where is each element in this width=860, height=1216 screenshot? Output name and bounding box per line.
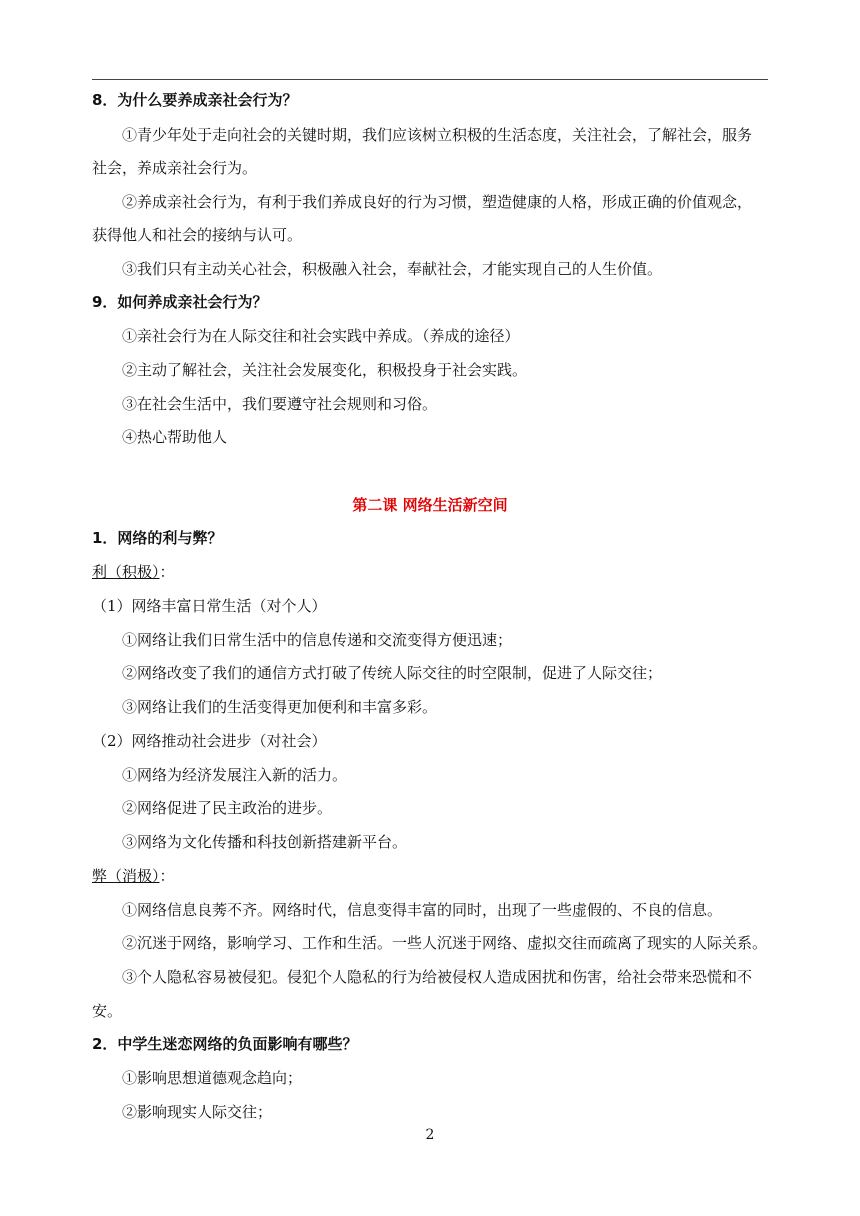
cons-label: 弊（消极） — [92, 867, 160, 885]
pros-subheading-1: （1）网络丰富日常生活（对个人） — [92, 597, 327, 615]
q8-paragraph-1: ①青少年处于走向社会的关键时期，我们应该树立积极的生活态度，关注社会，了解社会，服务 — [122, 126, 753, 144]
cons-item: ②沉迷于网络，影响学习、工作和生活。一些人沉迷于网络、虚拟交往而疏离了现实的人际关系。 — [122, 934, 768, 952]
cons-label-line — [92, 866, 175, 886]
cons-item: ③个人隐私容易被侵犯。侵犯个人隐私的行为给被侵权人造成困扰和伤害，给社会带来恐慌和不 — [122, 968, 753, 986]
q8-paragraph-2-cont: 获得他人和社会的接纳与认可。 — [92, 226, 303, 244]
q2-item: ①影响思想道德观念趋向； — [122, 1069, 303, 1087]
q9-item: ②主动了解社会，关注社会发展变化，积极投身于社会实践。 — [122, 361, 528, 379]
page-number: 2 — [425, 1127, 435, 1143]
header-rule — [92, 79, 768, 80]
pros-item: ③网络让我们的生活变得更加便利和丰富多彩。 — [122, 698, 438, 716]
q2-item: ②影响现实人际交往； — [122, 1103, 273, 1121]
pros-subheading-2: （2）网络推动社会进步（对社会） — [92, 732, 327, 750]
cons-item-cont: 安。 — [92, 1002, 123, 1020]
pros-label: 利（积极） — [92, 563, 160, 581]
pros-item: ②网络改变了我们的通信方式打破了传统人际交往的时空限制，促进了人际交往； — [122, 664, 663, 682]
pros-item: ③网络为文化传播和科技创新搭建新平台。 — [122, 833, 408, 851]
pros-item: ①网络为经济发展注入新的活力。 — [122, 766, 348, 784]
q9-item: ③在社会生活中，我们要遵守社会规则和习俗。 — [122, 395, 438, 413]
cons-item: ①网络信息良莠不齐。网络时代，信息变得丰富的同时，出现了一些虚假的、不良的信息。 — [122, 901, 723, 919]
q8-paragraph-1-cont: 社会，养成亲社会行为。 — [92, 159, 258, 177]
q8-paragraph-3: ③我们只有主动关心社会，积极融入社会，奉献社会，才能实现自己的人生价值。 — [122, 260, 663, 278]
pros-item: ①网络让我们日常生活中的信息传递和交流变得方便迅速； — [122, 631, 513, 649]
pros-label-line — [92, 562, 175, 582]
question-8-title: 8．为什么要养成亲社会行为？ — [92, 91, 298, 109]
cons-colon: ： — [159, 867, 175, 885]
pros-colon: ： — [159, 563, 175, 581]
lesson-2-heading: 第二课 网络生活新空间 — [352, 496, 508, 514]
pros-item: ②网络促进了民主政治的进步。 — [122, 799, 333, 817]
q9-item: ①亲社会行为在人际交往和社会实践中养成。（养成的途径） — [122, 327, 520, 345]
q8-paragraph-2: ②养成亲社会行为，有利于我们养成良好的行为习惯，塑造健康的人格，形成正确的价值观念， — [122, 193, 753, 211]
lesson2-q2-title: 2．中学生迷恋网络的负面影响有哪些？ — [92, 1035, 358, 1053]
question-9-title: 9．如何养成亲社会行为？ — [92, 293, 268, 311]
q9-item: ④热心帮助他人 — [122, 428, 228, 446]
lesson2-q1-title: 1．网络的利与弊？ — [92, 529, 223, 547]
